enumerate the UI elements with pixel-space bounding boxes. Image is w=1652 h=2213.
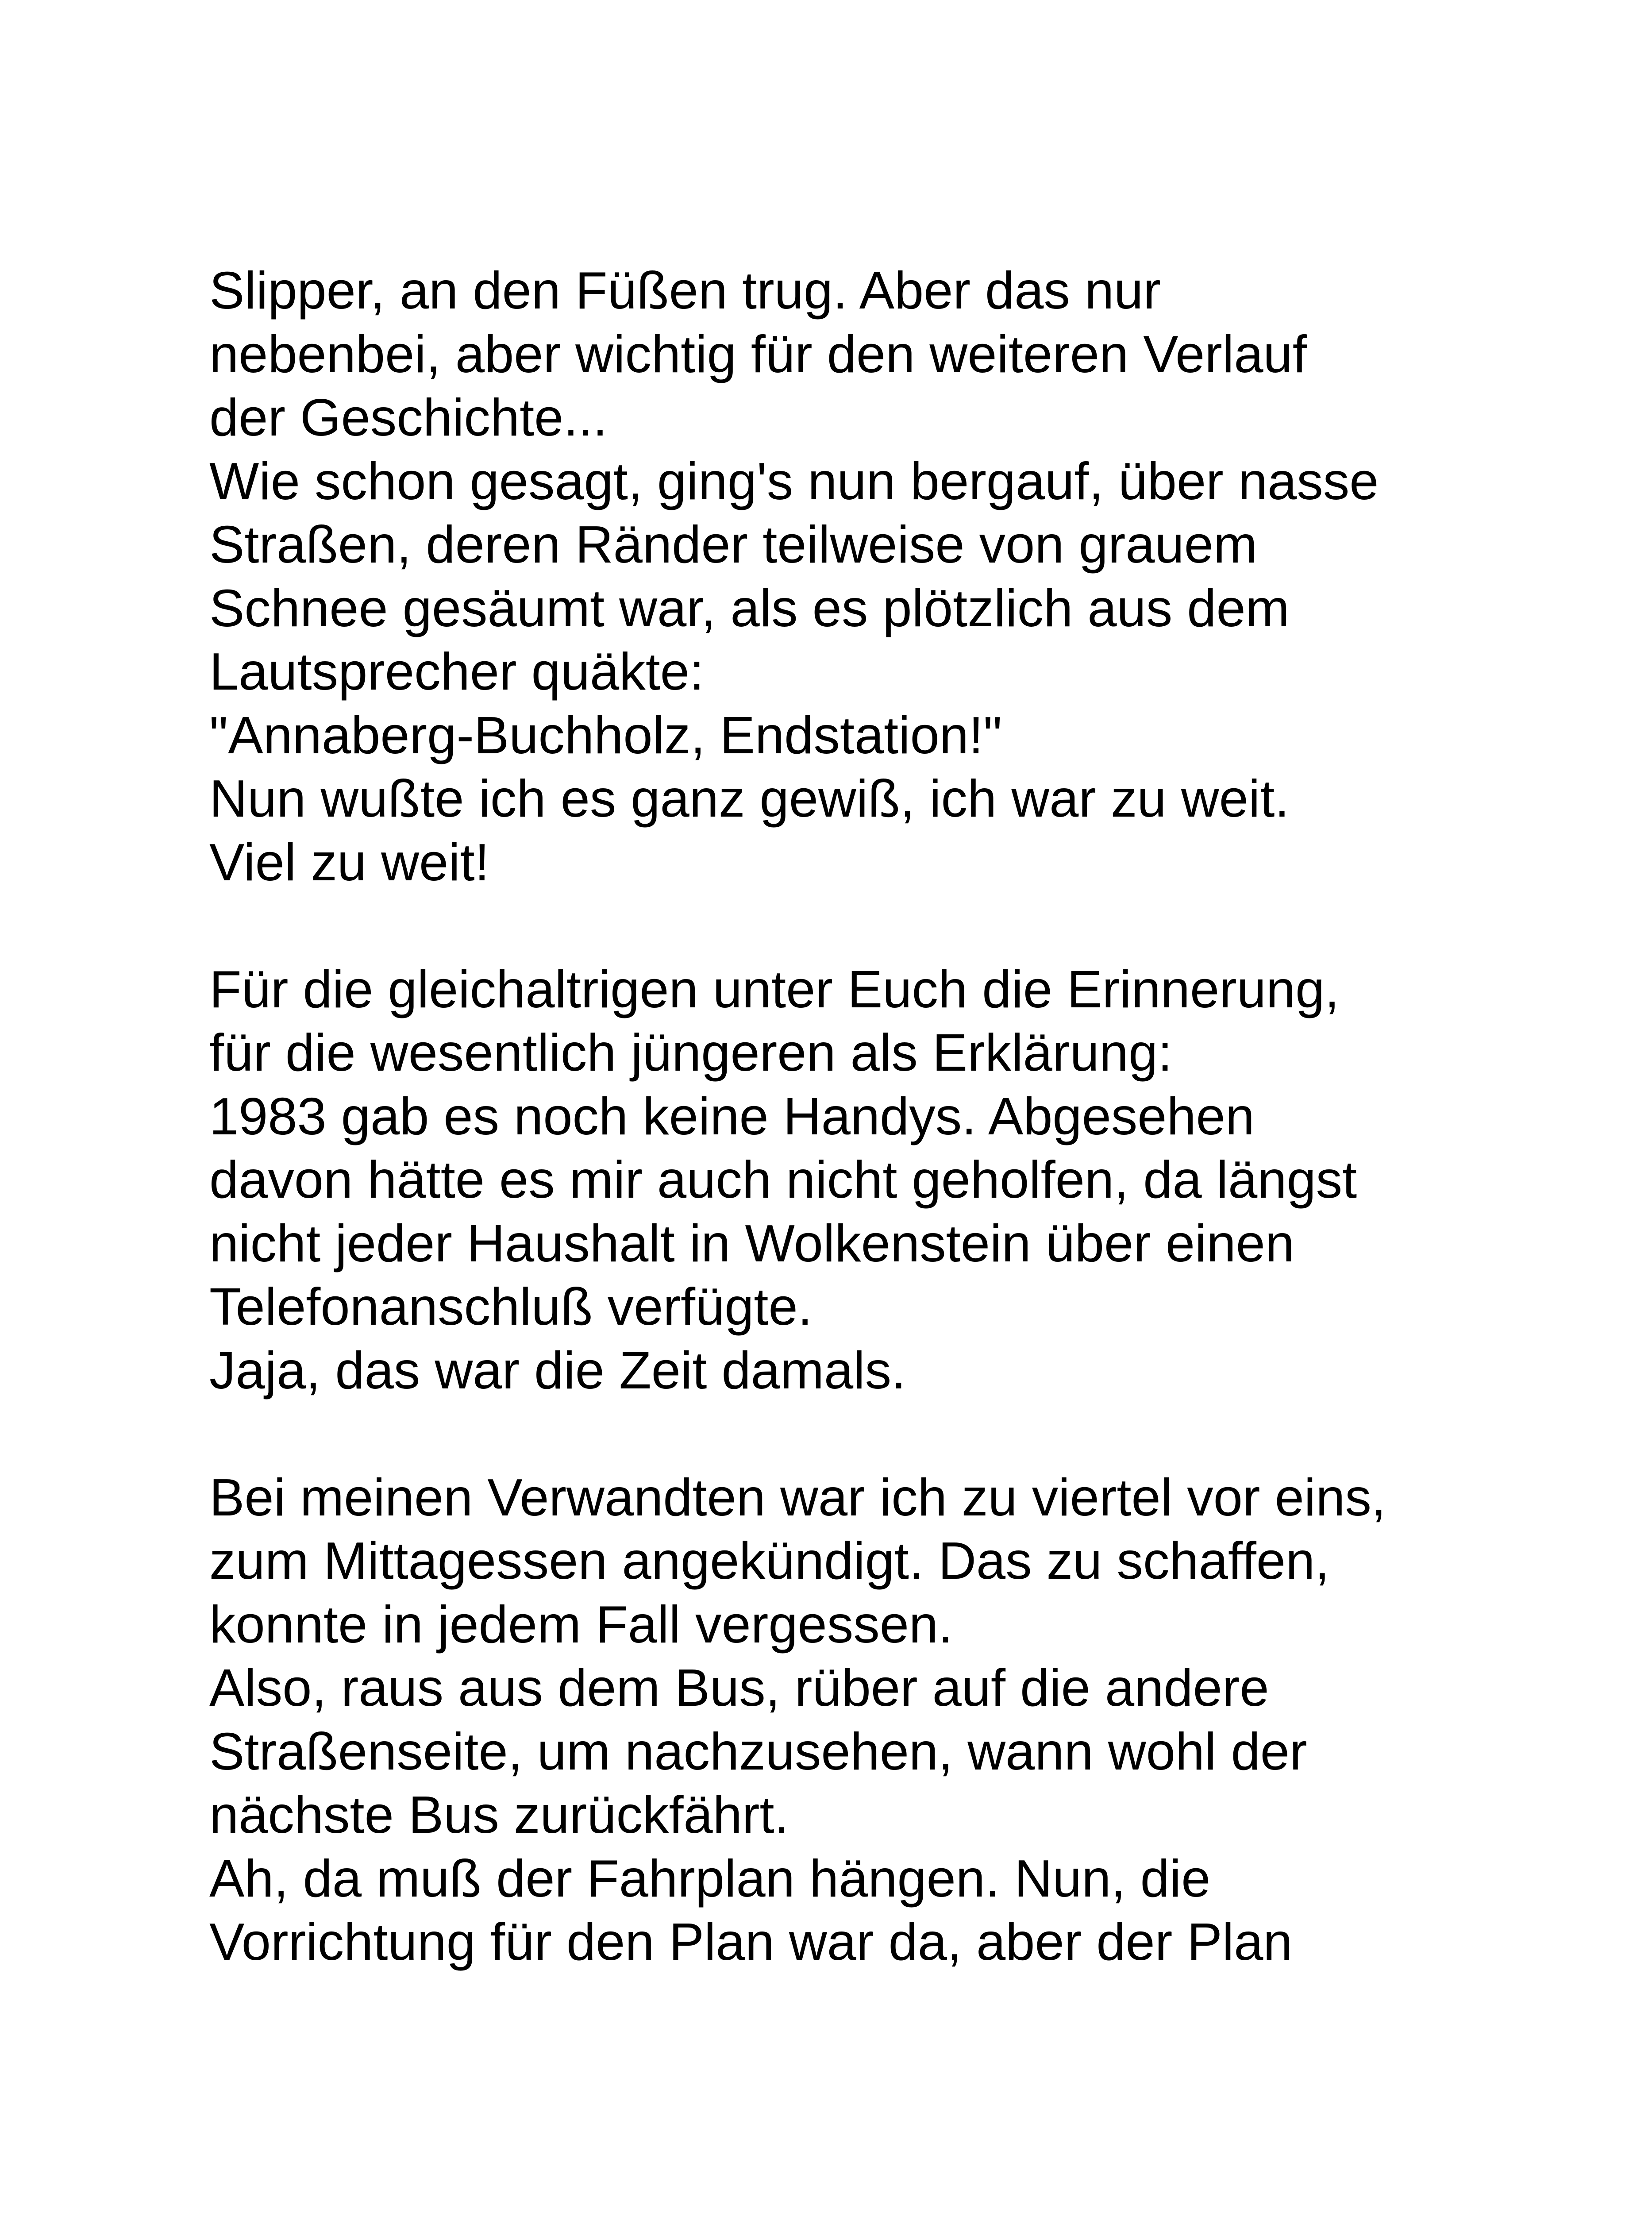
text-line: Nun wußte ich es ganz gewiß, ich war zu weit. [209, 769, 1290, 828]
text-line: nächste Bus zurückfährt. [209, 1785, 789, 1844]
text-line: Vorrichtung für den Plan war da, aber der Plan [209, 1912, 1293, 1971]
paragraph-1 [209, 259, 1537, 894]
text-line: Ah, da muß der Fahrplan hängen. Nun, die [209, 1849, 1211, 1908]
text-line: nicht jeder Haushalt in Wolkenstein über einen [209, 1214, 1294, 1273]
text-line: Straßenseite, um nachzusehen, wann wohl der [209, 1722, 1307, 1781]
document-body [209, 259, 1537, 1974]
text-line: der Geschichte... [209, 388, 608, 447]
text-line: Straßen, deren Ränder teilweise von grauem [209, 515, 1258, 574]
text-line: 1983 gab es noch keine Handys. Abgesehen [209, 1087, 1255, 1146]
text-line: konnte in jedem Fall vergessen. [209, 1595, 953, 1654]
text-line: "Annaberg-Buchholz, Endstation!" [209, 706, 1002, 765]
text-line: Also, raus aus dem Bus, rüber auf die andere [209, 1658, 1269, 1717]
text-line: Jaja, das war die Zeit damals. [209, 1341, 906, 1400]
paragraph-3 [209, 1466, 1537, 1974]
paragraph-gap [209, 894, 1537, 958]
text-line: Für die gleichaltrigen unter Euch die Erinnerung, [209, 960, 1340, 1019]
text-line: für die wesentlich jüngeren als Erklärung: [209, 1023, 1173, 1082]
text-line: Telefonanschluß verfügte. [209, 1277, 813, 1336]
text-line: Wie schon gesagt, ging's nun bergauf, über nasse [209, 451, 1379, 511]
text-line: nebenbei, aber wichtig für den weiteren Verlauf [209, 324, 1307, 384]
text-line: Lautsprecher quäkte: [209, 642, 705, 701]
text-line: Slipper, an den Füßen trug. Aber das nur [209, 261, 1161, 320]
text-line: Viel zu weit! [209, 833, 489, 892]
text-line: davon hätte es mir auch nicht geholfen, da längst [209, 1150, 1357, 1209]
paragraph-gap [209, 1402, 1537, 1466]
text-line: Bei meinen Verwandten war ich zu viertel vor eins, [209, 1468, 1386, 1527]
text-line: Schnee gesäumt war, als es plötzlich aus dem [209, 578, 1290, 638]
paragraph-2 [209, 958, 1537, 1403]
text-line: zum Mittagessen angekündigt. Das zu schaffen, [209, 1531, 1330, 1590]
